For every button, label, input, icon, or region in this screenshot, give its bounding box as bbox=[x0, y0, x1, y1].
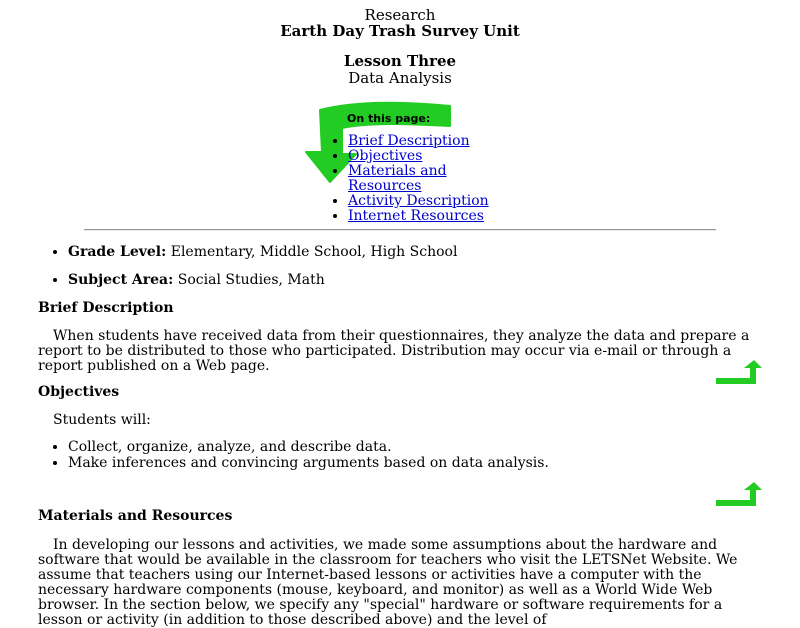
materials-text: In developing our lessons and activities, we made some assumptions about the hardware and software that would be available in the classroom for teachers who visit the LETSNet Website. We assume that teachers using our Internet-based lessons or activities have a computer with the necessary hardware components (mouse, keyboard, and monitor) as well as a World Wide Web browser. In the section below, we specify any "special" hardware or software requirements for a lesson or activity (in addition to those described above) and the level of bbox=[38, 537, 738, 628]
list-item bbox=[348, 134, 518, 149]
back-to-top-arrow-icon[interactable] bbox=[712, 358, 764, 386]
grade-value: Elementary, Middle School, High School bbox=[170, 244, 458, 260]
subject-area bbox=[52, 272, 325, 288]
list-item bbox=[348, 194, 518, 209]
on-this-page-label: On this page: bbox=[347, 112, 431, 125]
nav-link-activity[interactable]: Activity Description bbox=[348, 193, 489, 209]
list-item bbox=[348, 149, 518, 164]
list-item: • Make inferences and convincing arguments based on data analysis. bbox=[68, 455, 549, 471]
materials-heading: Materials and Resources bbox=[38, 508, 233, 524]
list-item: • Collect, organize, analyze, and describe data. bbox=[68, 439, 549, 455]
nav-link-materials[interactable]: Materials and Resources bbox=[348, 163, 447, 194]
lesson-title: Lesson Three bbox=[343, 52, 457, 70]
unit-title: Earth Day Trash Survey Unit bbox=[280, 22, 520, 40]
nav-link-objectives[interactable]: Objectives bbox=[348, 148, 423, 164]
grade-label: Grade Level: bbox=[68, 244, 167, 260]
objectives-intro: Students will: bbox=[53, 412, 151, 428]
brief-text: When students have received data from their questionnaires, they analyze the data and prepare a report to be distributed to those who participated. Distribution may occur via e-mail or through a report published on a Web page. bbox=[38, 328, 750, 374]
grade-level bbox=[52, 244, 457, 260]
nav-link-internet[interactable]: Internet Resources bbox=[348, 208, 484, 224]
back-to-top-arrow-icon[interactable] bbox=[712, 480, 764, 508]
site-section: Research bbox=[364, 6, 436, 24]
nav-link-brief[interactable]: Brief Description bbox=[348, 133, 470, 149]
subject-label: Subject Area: bbox=[68, 272, 174, 288]
lesson-subtitle: Data Analysis bbox=[348, 69, 452, 87]
subject-value: Social Studies, Math bbox=[177, 272, 325, 288]
objectives-heading: Objectives bbox=[38, 384, 120, 400]
brief-heading: Brief Description bbox=[38, 300, 174, 316]
list-item bbox=[348, 164, 518, 194]
objectives-list bbox=[52, 439, 549, 471]
divider bbox=[84, 229, 716, 231]
on-this-page-nav bbox=[333, 134, 518, 224]
list-item bbox=[348, 209, 518, 224]
